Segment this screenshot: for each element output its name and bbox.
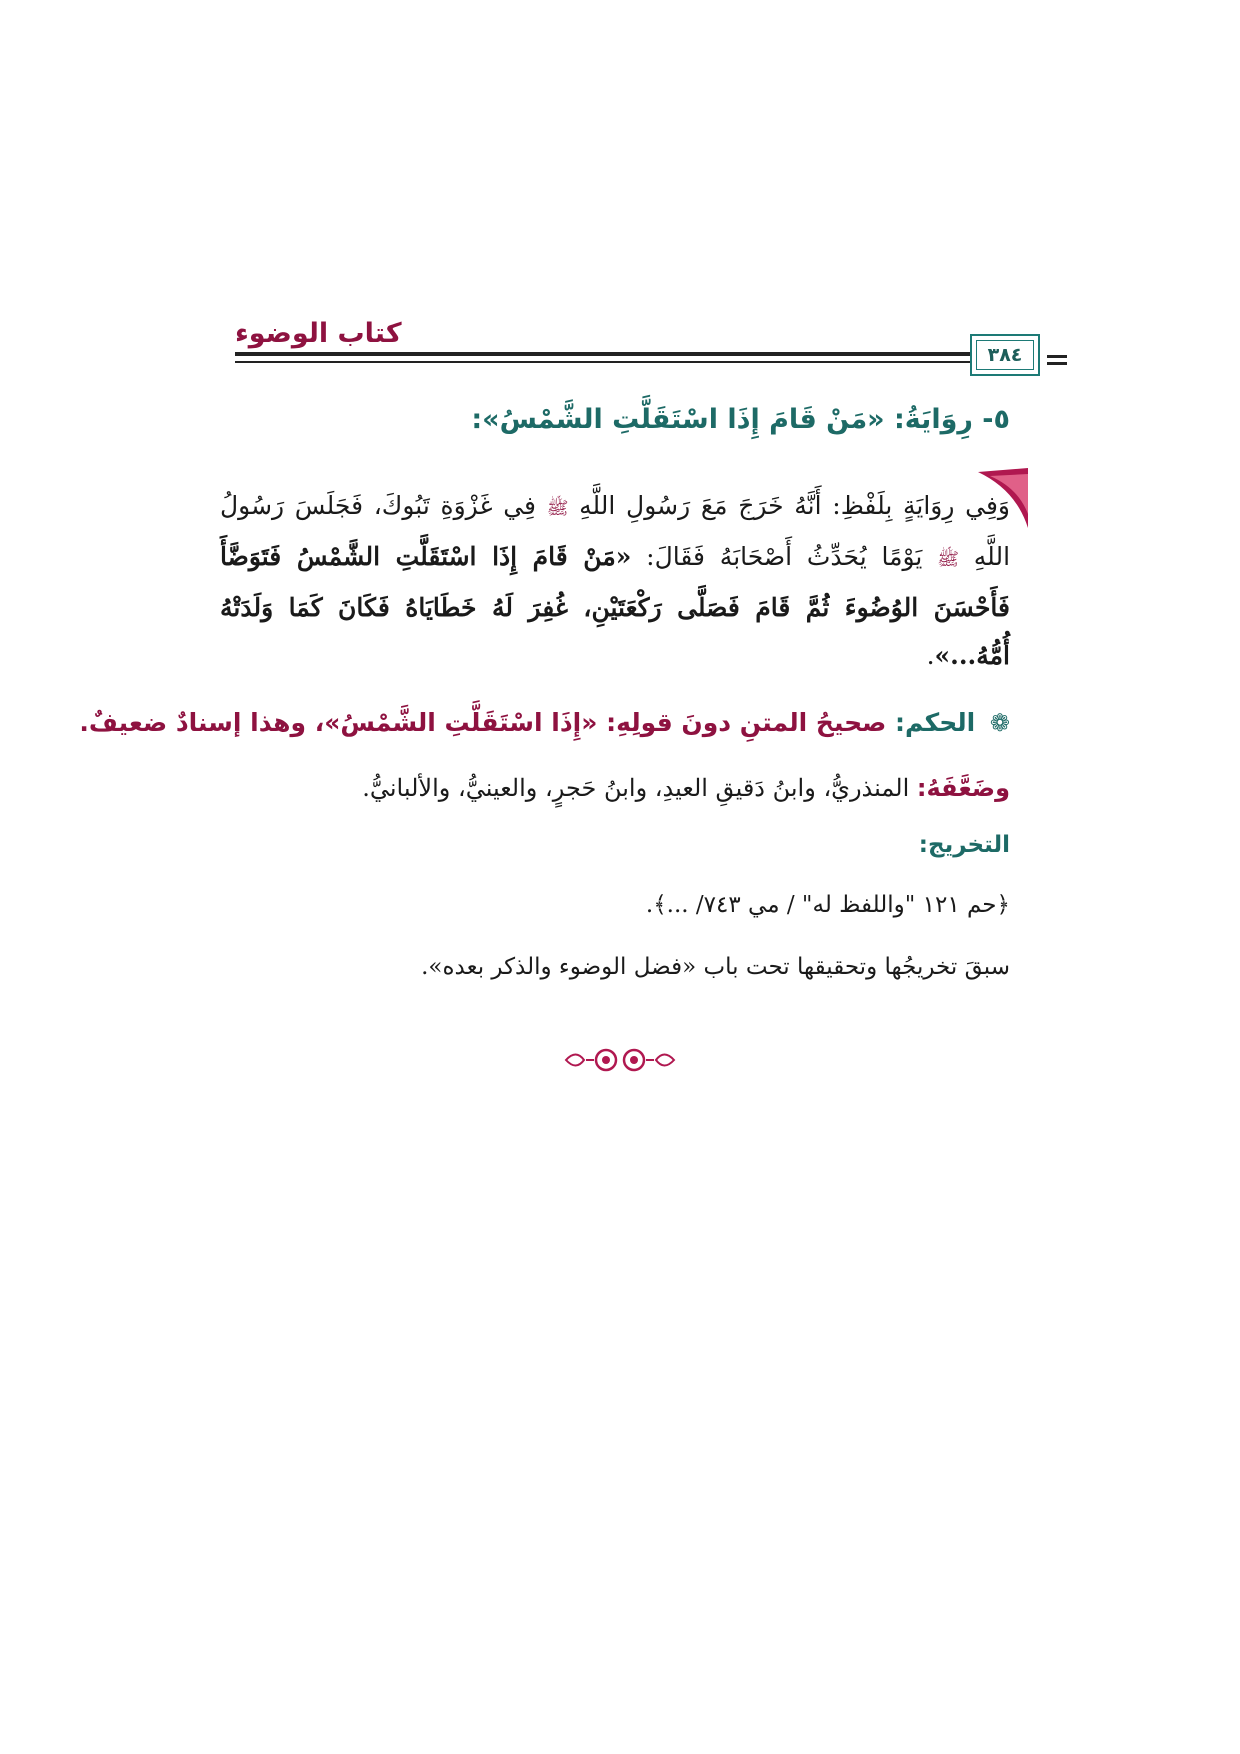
weakened-by-line xyxy=(210,774,1010,802)
narration-mid-2: يَوْمًا يُحَدِّثُ أَصْحَابَهُ فَقَالَ: xyxy=(646,542,923,571)
flower-icon: ❁ xyxy=(989,709,1010,737)
weakened-by-text: المنذريُّ، وابنُ دَقيقِ العيدِ، وابنُ حَجرٍ، والعينيُّ، والألبانيُّ. xyxy=(362,774,910,802)
takhrij-note: سبقَ تخريجُها وتحقيقها تحت باب «فضل الوضوء والذكر بعده». xyxy=(421,954,1010,980)
ruling-line xyxy=(79,708,1010,737)
hadith-quote: «مَنْ قَامَ إِذَا اسْتَقَلَّتِ الشَّمْسُ فَتَوَضَّأَ فَأَحْسَنَ الوُضُوءَ ثُمَّ قَامَ فَصَلَّى رَكْعَتَيْنِ، غُفِرَ لَهُ خَطَايَاهُ فَكَانَ كَمَا وَلَدَتْهُ أُمُّهُ...» xyxy=(220,542,1010,670)
header-rule-end-2 xyxy=(1047,362,1067,365)
weakened-by-label: وضَعَّفَهُ: xyxy=(916,774,1010,802)
narration-paragraph xyxy=(220,482,1010,680)
pbuh-symbol: ﷺ xyxy=(546,498,569,519)
section-end-ornament-icon xyxy=(562,1045,678,1075)
takhrij-references: ﴿حم ١٢١ "واللفظ له" / مي ٧٤٣/ ...﴾. xyxy=(645,892,1010,918)
section-title: ٥- رِوَايَةُ: «مَنْ قَامَ إِذَا اسْتَقَلَّتِ الشَّمْسُ»: xyxy=(471,404,1010,435)
book-title: كتاب الوضوء xyxy=(235,318,402,349)
page-number-frame xyxy=(970,334,1040,376)
ruling-label: الحكم: xyxy=(895,708,976,737)
narration-end: . xyxy=(926,641,935,670)
takhrij-label: التخريج: xyxy=(918,832,1010,858)
header-rule-end xyxy=(1047,355,1067,358)
narration-intro: وَفِي رِوَايَةٍ بِلَفْظِ: أَنَّهُ خَرَجَ مَعَ رَسُولِ اللَّهِ xyxy=(579,491,1010,520)
narration-mid-1: فِي غَزْوَةِ تَبُوكَ، فَجَلَسَ رَسُولُ اللَّهِ xyxy=(220,491,1011,571)
page-number: ٣٨٤ xyxy=(976,340,1034,370)
header-rule xyxy=(235,352,1035,372)
pbuh-symbol-2: ﷺ xyxy=(937,549,959,570)
ruling-text: صحيحُ المتنِ دونَ قولِهِ: «إِذَا اسْتَقَلَّتِ الشَّمْسُ»، وهذا إسنادٌ ضعيفٌ. xyxy=(79,708,887,737)
